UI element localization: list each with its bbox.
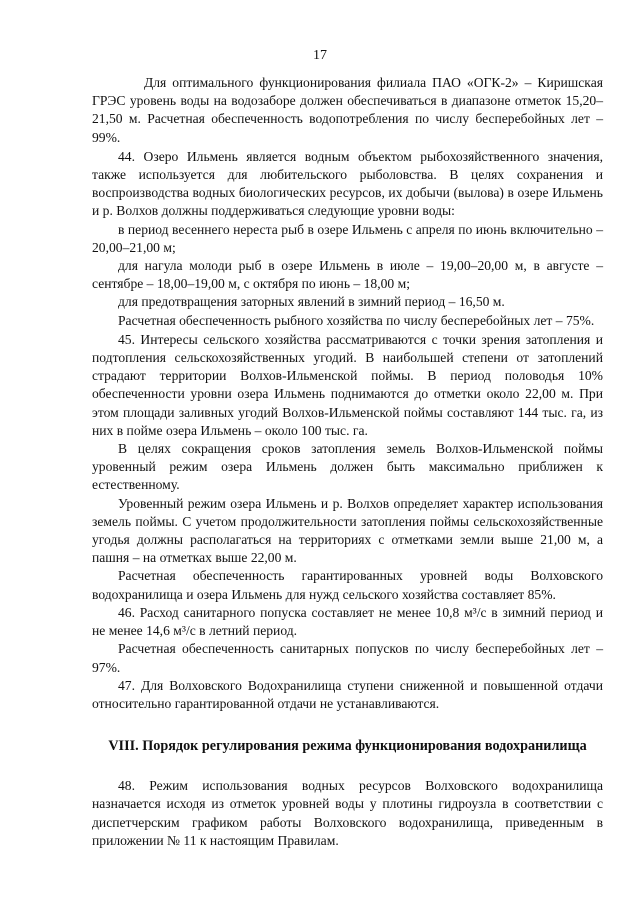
- paragraph-46: 46. Расход санитарного попуска составляет не менее 10,8 м³/с в зимний период и не менее 14,6 м³/с в летний период.: [92, 604, 603, 639]
- paragraph-44-fattening: для нагула молоди рыб в озере Ильмень в июле – 19,00–20,00 м, в августе – сентябре – 18,00–19,00 м, с октября по июнь – 18,00 м;: [92, 258, 603, 292]
- paragraph-45-land-use: Уровенный режим озера Ильмень и р. Волхов определяет характер использования земель поймы. С учетом продолжительности затопления поймы сельскохозяйственные угодья должны располагаться на территориях с отметками земли выше 21,00 м, а пашня – на отметках выше 22,00 м.: [92, 495, 603, 566]
- paragraph-45-agriculture-reliability: Расчетная обеспеченность гарантированных уровней воды Волховского водохранилища и озера Ильмень для нужд сельского хозяйства составляет 85%.: [92, 568, 603, 602]
- paragraph-46-sanitary-reliability: Расчетная обеспеченность санитарных попусков по числу бесперебойных лет – 97%.: [92, 641, 603, 675]
- paragraph-44: 44. Озеро Ильмень является водным объектом рыбохозяйственного значения, также используется для любительского рыболовства. В целях сохранения и воспроизводства водных биологических ресурсов, их добычи (вылова) в озере Ильмень и р. Волхов должны поддерживаться следующие уровни воды:: [92, 148, 603, 219]
- paragraph-45: 45. Интересы сельского хозяйства рассматриваются с точки зрения затопления и подтопления сельскохозяйственных угодий. В наибольшей степени от затоплений страдают территории Волхов-Ильменской поймы. В период половодья 10% обеспеченности уровни озера Ильмень поднимаются до отметки около 22,00 м. При этом площади заливных угодий Волхов-Ильменской поймы составляют 144 тыс. га, из них в пойме озера Ильмень – около 100 тыс. га.: [92, 331, 603, 438]
- page-number: 17: [313, 48, 327, 63]
- paragraph-47: 47. Для Волховского Водохранилища ступени сниженной и повышенной отдачи относительно гарантированной отдачи не устанавливаются.: [92, 677, 603, 711]
- paragraph-44-spawning: в период весеннего нереста рыб в озере Ильмень с апреля по июнь включительно – 20,00–21,00 м;: [92, 221, 603, 255]
- paragraph-kirishi-gres: Для оптимального функционирования филиала ПАО «ОГК-2» – Киришская ГРЭС уровень воды на водозаборе должен обеспечиваться в диапазоне отметок 15,20–21,50 м. Расчетная обеспеченность водопотребления по числу бесперебойных лет – 99%.: [92, 75, 603, 145]
- paragraph-45-flood-reduction: В целях сокращения сроков затопления земель Волхов-Ильменской поймы уровенный режим озера Ильмень должен быть максимально приближен к естественному.: [92, 441, 603, 493]
- section-heading: VIII. Порядок регулирования режима функционирования водохранилища: [108, 738, 587, 755]
- paragraph-44-ice-jams: для предотвращения заторных явлений в зимний период – 16,50 м.: [118, 294, 505, 310]
- paragraph-44-fishery-reliability: Расчетная обеспеченность рыбного хозяйства по числу бесперебойных лет – 75%.: [118, 312, 595, 328]
- document-body: [92, 74, 603, 850]
- paragraph-48: 48. Режим использования водных ресурсов Волховского водохранилища назначается исходя из отметок уровней воды у плотины гидроузла в соответствии с диспетчерским графиком работы Волховского водохранилища, приведенным в приложении № 11 к настоящим Правилам.: [92, 778, 603, 848]
